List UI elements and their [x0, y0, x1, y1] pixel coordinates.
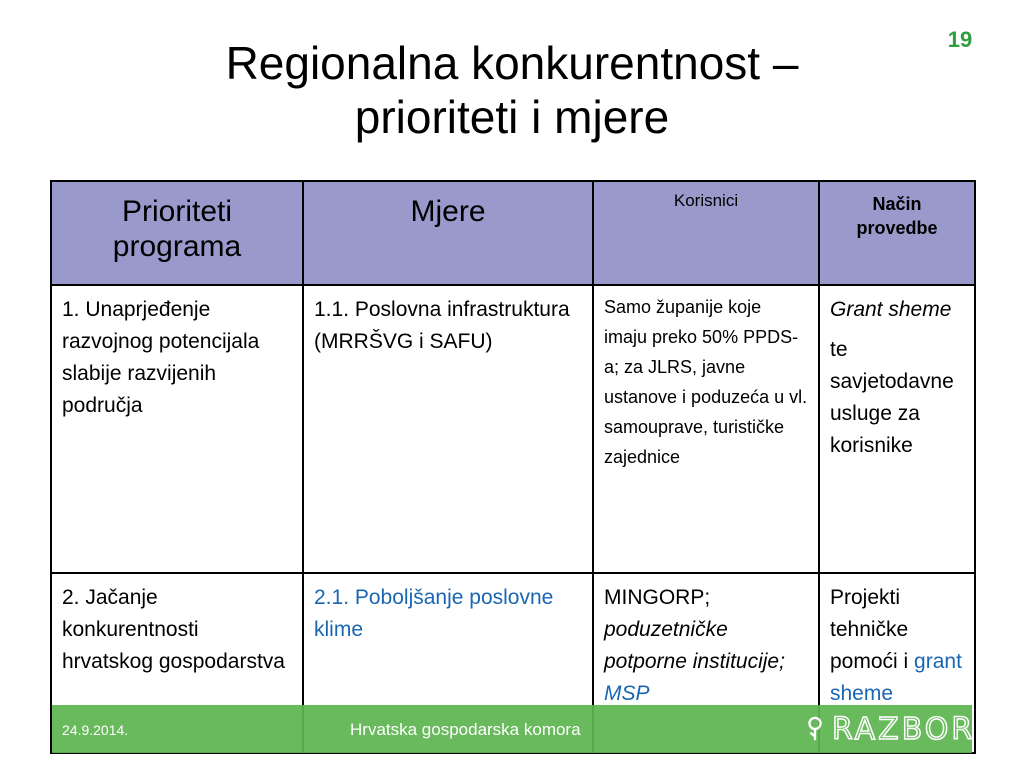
razbor-logo [804, 712, 975, 746]
method-grant-schemes: grant sheme [830, 650, 962, 705]
header-measures: Mjere [303, 181, 593, 285]
header-beneficiaries: Korisnici [593, 181, 819, 285]
logo-text: RAZBOR [832, 711, 976, 747]
cell-implementation-method [819, 285, 975, 573]
slide-title-line-2: prioriteti i mjere [354, 91, 670, 143]
cell-measure: 1.1. Poslovna infrastruktura (MRRŠVG i SAFU) [303, 285, 593, 573]
slide-title [60, 36, 964, 144]
beneficiary-sme: MSP [604, 682, 650, 705]
header-implementation-method: Način provedbe [819, 181, 975, 285]
beneficiary-ministry: MINGORP; [604, 586, 711, 609]
slide-title-line-1: Regionalna konkurentnost – [225, 37, 799, 89]
footer-date: 24.9.2014. [62, 722, 129, 738]
table-row [51, 285, 975, 573]
priorities-table [50, 180, 976, 754]
footer-bar [52, 705, 976, 753]
beneficiary-support-institutions: poduzetničke potporne institucije; [604, 618, 785, 673]
cell-priority: 2. Jačanje konkurentnosti hrvatskog gospodarstva [51, 573, 303, 753]
cell-priority: 1. Unaprjeđenje razvojnog potencijala slabije razvijenih područja [51, 285, 303, 573]
method-grant-schemes: Grant sheme [830, 298, 952, 321]
logo-mark-icon [804, 716, 826, 742]
table-header-row [51, 181, 975, 285]
method-advisory-services: te savjetodavne usluge za korisnike [830, 338, 954, 457]
header-priorities: Prioriteti programa [51, 181, 303, 285]
cell-beneficiaries: Samo županije koje imaju preko 50% PPDS-a; za JLRS, javne ustanove i poduzeća u vl. samouprave, turističke zajednice [593, 285, 819, 573]
method-technical-assistance: Projekti tehničke pomoći i [830, 586, 909, 673]
slide-number: 19 [947, 27, 973, 52]
cell-measure: 2.1. Poboljšanje poslovne klime [303, 573, 593, 753]
footer-organization: Hrvatska gospodarska komora [350, 720, 581, 739]
